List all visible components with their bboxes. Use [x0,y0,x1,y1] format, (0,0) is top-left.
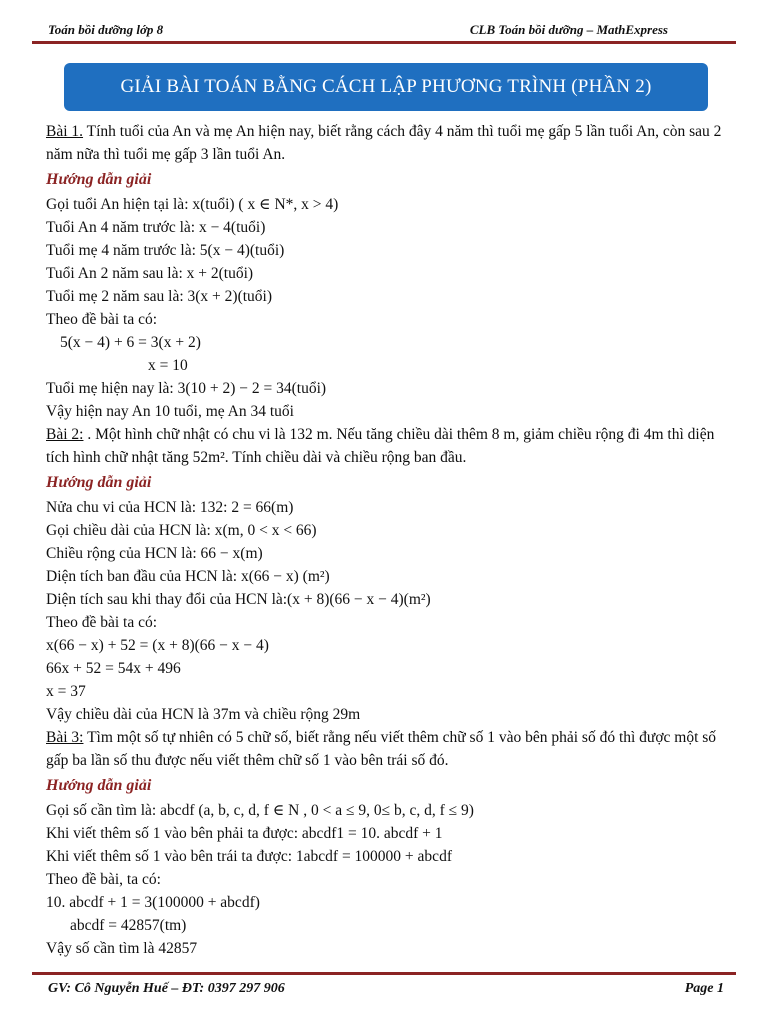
bai3-guide-heading: Hướng dẫn giải [46,777,152,794]
bai3-conclusion: Vậy số cần tìm là 42857 [46,940,198,957]
bai1-line: Tuổi mẹ 2 năm sau là: 3(x + 2)(tuổi) [46,288,273,305]
bai2-line: Diện tích sau khi thay đổi của HCN là:(x + 8)(66 − x − 4)(m²) [46,591,431,608]
bai2-line: Theo đề bài ta có: [46,614,158,631]
bai2-line: x = 37 [46,683,86,700]
bai2-text: . Một hình chữ nhật có chu vi là 132 m. Nếu tăng chiều dài thêm 8 m, giảm chiều rộng đi 4m thì diện tích hình chữ nhật tăng 52m². Tính chiều dài và chiều rộng ban đầu. [46,426,715,466]
bai1-line: Tuổi mẹ hiện nay là: 3(10 + 2) − 2 = 34(tuổi) [46,380,327,397]
bai3-text: Tìm một số tự nhiên có 5 chữ số, biết rằng nếu viết thêm chữ số 1 vào bên phải số đó thì được một số gấp ba lần số thu được nếu viết thêm chữ số 1 vào bên trái số đó. [46,729,717,769]
bai3-line: Gọi số cần tìm là: abcdf (a, b, c, d, f ∈ N , 0 < a ≤ 9, 0≤ b, c, d, f ≤ 9) [46,802,474,819]
bai2-line: Nửa chu vi của HCN là: 132: 2 = 66(m) [46,499,294,516]
bai1-line: Gọi tuổi An hiện tại là: x(tuổi) ( x ∈ N*, x > 4) [46,196,339,213]
bai3-line: Theo đề bài, ta có: [46,871,161,888]
bai1-line: Tuổi mẹ 4 năm trước là: 5(x − 4)(tuổi) [46,242,285,259]
bai1-guide-heading: Hướng dẫn giải [46,171,152,188]
bai2-line: x(66 − x) + 52 = (x + 8)(66 − x − 4) [46,637,269,654]
bai2-label: Bài 2: [46,426,84,443]
bai2-guide-heading: Hướng dẫn giải [46,474,152,491]
bai2-conclusion: Vậy chiều dài của HCN là 37m và chiều rộng 29m [46,706,361,723]
bai2-line: Chiều rộng của HCN là: 66 − x(m) [46,545,263,562]
bai2-line: 66x + 52 = 54x + 496 [46,660,181,677]
bai1-line: Tuổi An 2 năm sau là: x + 2(tuổi) [46,265,254,282]
page-header [48,22,668,40]
header-right-text: CLB Toán bồi dưỡng – MathExpress [469,22,668,37]
bai3-solution: abcdf = 42857(tm) [70,917,187,934]
bai1-text: Tính tuổi của An và mẹ An hiện nay, biết rằng cách đây 4 năm thì tuổi mẹ gấp 5 lần tuổi An, còn sau 2 năm nữa thì tuổi mẹ gấp 3 lần tuổi An. [46,123,722,163]
bai2-line: Diện tích ban đầu của HCN là: x(66 − x) (m²) [46,568,330,585]
footer-rule [32,972,736,975]
bai1-conclusion: Vậy hiện nay An 10 tuổi, mẹ An 34 tuổi [46,403,294,420]
bai1-solution: x = 10 [148,357,188,374]
bai1-problem [46,120,726,166]
bai3-line: Khi viết thêm số 1 vào bên phải ta được: abcdf1 = 10. abcdf + 1 [46,825,443,842]
bai3-problem [46,726,726,772]
title-banner [64,63,708,111]
page-title: GIẢI BÀI TOÁN BẰNG CÁCH LẬP PHƯƠNG TRÌNH (PHẦN 2) [120,76,652,97]
bai1-equation: 5(x − 4) + 6 = 3(x + 2) [60,334,201,351]
header-left-text: Toán bồi dưỡng lớp 8 [48,22,164,37]
bai1-line: Theo đề bài ta có: [46,311,158,328]
header-rule [32,41,736,44]
footer-left-text: GV: Cô Nguyễn Huế – ĐT: 0397 297 906 [48,981,285,996]
document-body [46,120,726,960]
bai2-line: Gọi chiều dài của HCN là: x(m, 0 < x < 66) [46,522,317,539]
bai2-problem [46,423,726,469]
bai3-label: Bài 3: [46,729,84,746]
bai1-line: Tuổi An 4 năm trước là: x − 4(tuổi) [46,219,266,236]
bai1-label: Bài 1. [46,123,84,140]
bai3-line: Khi viết thêm số 1 vào bên trái ta được: 1abcdf = 100000 + abcdf [46,848,452,865]
bai3-line: 10. abcdf + 1 = 3(100000 + abcdf) [46,894,260,911]
page-number: Page 1 [684,981,724,996]
